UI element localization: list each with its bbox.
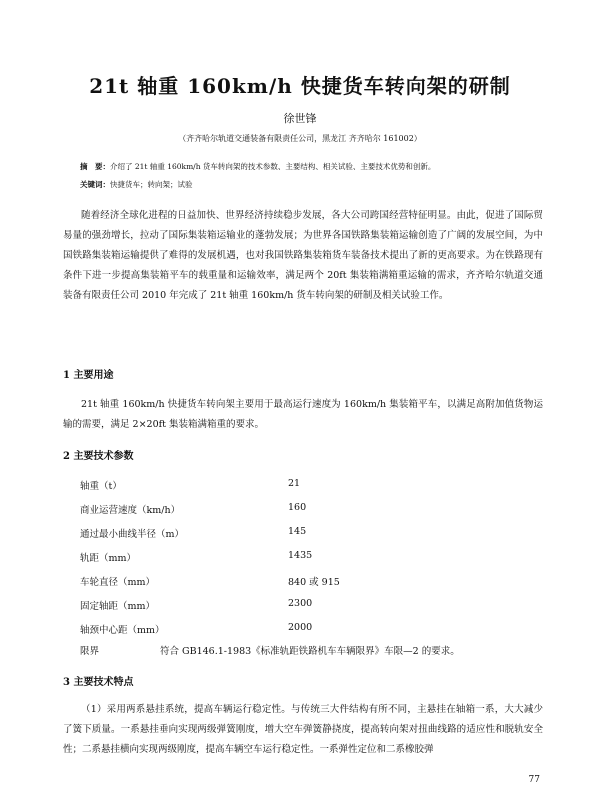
param-row [80,478,540,498]
param-row [80,526,540,546]
param-row [80,502,540,522]
param-row-limit [80,643,540,663]
abstract-text: 介绍了 21t 轴重 160km/h 货车转向架的技术参数、主要结构、相关试验、主要技术优势和创新。 [110,162,436,171]
param-row [80,622,540,642]
abstract-label: 摘 要： [80,162,110,171]
section-3-text: （1）采用两系悬挂系统，提高车辆运行稳定性。与传统三大件结构有所不同，主悬挂在轴箱一系，大大减少了簧下质量。一系悬挂垂向实现两级弹簧刚度，增大空车弹簧静挠度，提高转向架对扭曲线路的适应性和脱轨安全性；二系悬挂横向实现两级刚度，提高车辆空车运行稳定性。一系弹性定位和二系橡胶弹 [63,704,543,755]
param-value: 840 或 915 [288,577,340,588]
keywords-text: 快捷货车；转向架；试验 [110,180,193,189]
param-row [80,550,540,570]
param-key: 固定轴距（mm） [80,601,156,612]
param-key: 轴重（t） [80,481,122,492]
param-value: 1435 [288,550,313,561]
param-row [80,598,540,618]
intro-paragraph: 随着经济全球化进程的日益加快、世界经济持续稳步发展，各大公司跨国经营特征明显。由此，促进了国际贸易量的强劲增长，拉动了国际集装箱运输业的蓬勃发展；为世界各国铁路集装箱运输创造了广阔的发展空间，为中国铁路集装箱运输提供了难得的发展机遇，也对我国铁路集装箱货车装备技术提出了新的更高要求。为在铁路现有条件下进一步提高集装箱平车的载重量和运输效率，满足两个 20ft 集装箱满箱重运输的需求，齐齐哈尔轨道交通装备有限责任公司 2010 年完成了 21t 轴重 160km/h 货车转向架的研制及相关试验工作。 [63,210,543,301]
param-value: 2000 [288,622,313,633]
author: 徐世锋 [283,112,317,125]
keywords-label: 关键词： [80,180,110,189]
section-1-heading: 1 主要用途 [63,370,114,381]
param-value: 21 [288,478,301,489]
param-key: 车轮直径（mm） [80,577,156,588]
affiliation: （齐齐哈尔轨道交通装备有限责任公司，黑龙江 齐齐哈尔 161002） [178,134,422,143]
keywords [80,179,540,191]
param-key: 轴颈中心距（mm） [80,625,165,636]
section-2-heading: 2 主要技术参数 [63,451,134,462]
param-key: 限界 [80,646,100,657]
param-value: 160 [288,502,307,513]
section-3-heading: 3 主要技术特点 [63,677,134,688]
abstract [80,161,540,173]
page-number: 77 [528,775,540,785]
param-key: 轨距（mm） [80,553,137,564]
param-value: 2300 [288,598,313,609]
param-key: 通过最小曲线半径（m） [80,529,185,540]
param-value: 符合 GB146.1-1983《标准轨距铁路机车车辆限界》车限—2 的要求。 [160,646,460,657]
paper-title: 21t 轴重 160km/h 快捷货车转向架的研制 [89,74,511,98]
param-key: 商业运营速度（km/h） [80,505,181,516]
section-1-text: 21t 轴重 160km/h 快捷货车转向架主要用于最高运行速度为 160km/h 集装箱平车，以满足高附加值货物运输的需要，满足 2×20ft 集装箱满箱重的要求。 [63,399,543,430]
param-row [80,574,540,594]
param-value: 145 [288,526,307,537]
